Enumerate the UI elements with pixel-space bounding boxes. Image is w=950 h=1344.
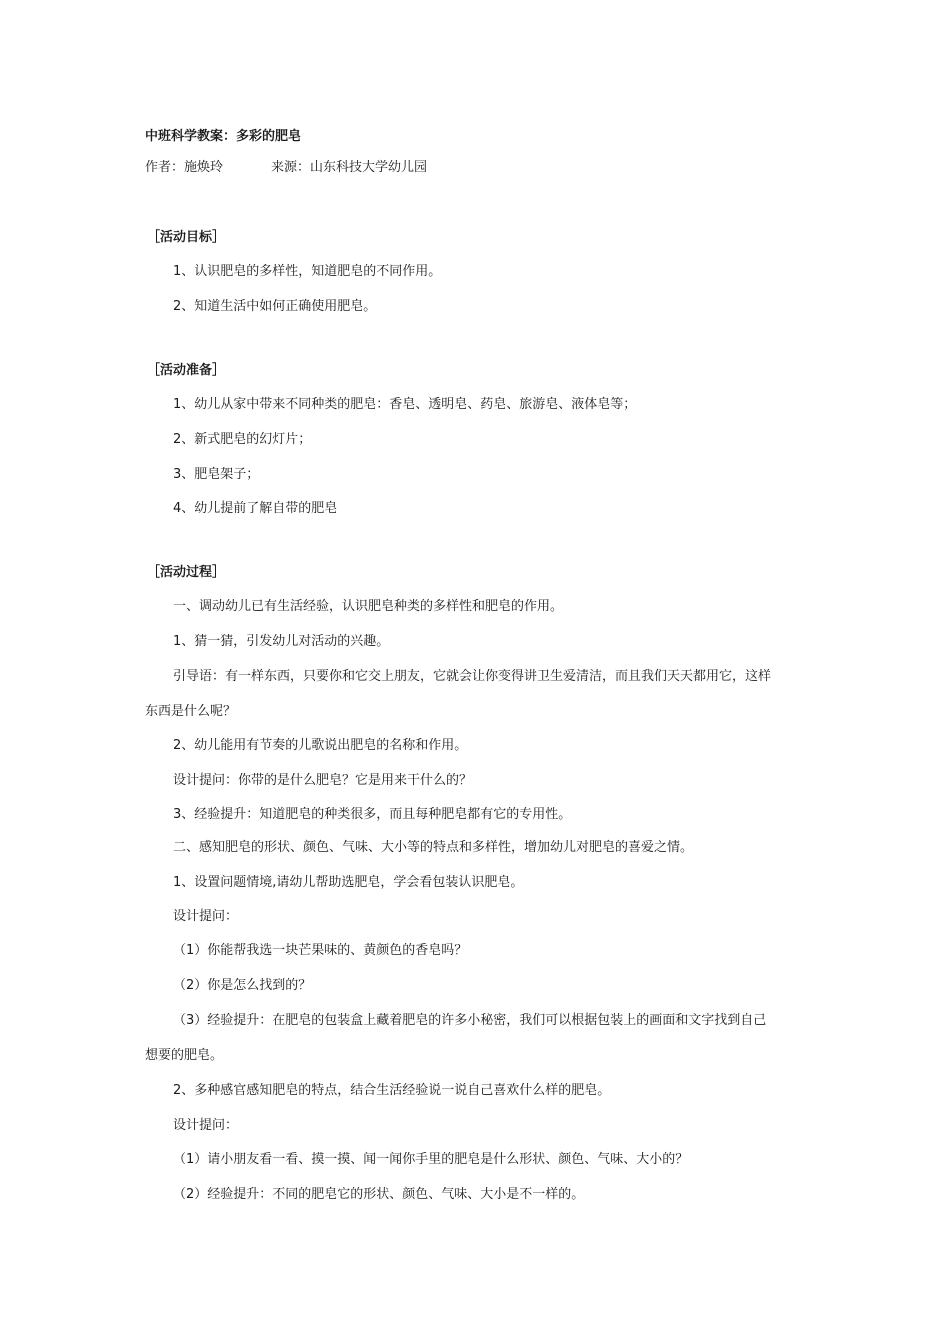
- prep-item: 1、幼儿从家中带来不同种类的肥皂：香皂、透明皂、药皂、旅游皂、液体皂等；: [173, 397, 637, 412]
- process-line: 设计提问：你带的是什么肥皂？它是用来干什么的？: [173, 773, 473, 788]
- process-line: （1）请小朋友看一看、摸一摸、闻一闻你手里的肥皂是什么形状、颜色、气味、大小的？: [173, 1152, 689, 1167]
- process-line: 1、猜一猜，引发幼儿对活动的兴趣。: [173, 634, 390, 649]
- section-heading-process: ［活动过程］: [147, 565, 226, 580]
- process-line: （1）你能帮我选一块芒果味的、黄颜色的香皂吗？: [173, 943, 468, 958]
- byline: [145, 159, 427, 177]
- process-line: （2）经验提升：不同的肥皂它的形状、颜色、气味、大小是不一样的。: [173, 1187, 585, 1202]
- process-line: （2）你是怎么找到的？: [173, 978, 312, 993]
- document-title: 中班科学教案：多彩的肥皂: [145, 129, 302, 144]
- process-line: 东西是什么呢？: [145, 704, 237, 719]
- process-line: 设计提问：: [173, 909, 239, 924]
- process-line: 2、多种感官感知肥皂的特点，结合生活经验说一说自己喜欢什么样的肥皂。: [173, 1083, 611, 1098]
- goal-item: 2、知道生活中如何正确使用肥皂。: [173, 299, 377, 314]
- author-label: 作者：施焕玲: [145, 160, 224, 175]
- section-heading-goals: ［活动目标］: [147, 230, 226, 245]
- process-line: 二、感知肥皂的形状、颜色、气味、大小等的特点和多样性，增加幼儿对肥皂的喜爱之情。: [173, 840, 694, 855]
- process-line: 设计提问：: [173, 1118, 239, 1133]
- goal-item: 1、认识肥皂的多样性，知道肥皂的不同作用。: [173, 264, 442, 279]
- process-line: （3）经验提升：在肥皂的包装盒上藏着肥皂的许多小秘密，我们可以根据包装上的画面和文字找到自己: [173, 1013, 767, 1028]
- process-line: 2、幼儿能用有节奏的儿歌说出肥皂的名称和作用。: [173, 738, 468, 753]
- section-heading-prep: ［活动准备］: [147, 363, 226, 378]
- prep-item: 3、肥皂架子；: [173, 467, 260, 482]
- process-line: 3、经验提升：知道肥皂的种类很多，而且每种肥皂都有它的专用性。: [173, 807, 572, 822]
- source-label: 来源：山东科技大学幼儿园: [271, 160, 428, 175]
- process-line: 1、设置问题情境,请幼儿帮助选肥皂，学会看包装认识肥皂。: [173, 875, 524, 890]
- process-line: 想要的肥皂。: [145, 1048, 224, 1063]
- process-line: 一、调动幼儿已有生活经验，认识肥皂种类的多样性和肥皂的作用。: [173, 599, 564, 614]
- prep-item: 4、幼儿提前了解自带的肥皂: [173, 501, 338, 516]
- prep-item: 2、新式肥皂的幻灯片；: [173, 432, 312, 447]
- process-line: 引导语：有一样东西，只要你和它交上朋友，它就会让你变得讲卫生爱清洁，而且我们天天都用它，这样: [173, 669, 772, 684]
